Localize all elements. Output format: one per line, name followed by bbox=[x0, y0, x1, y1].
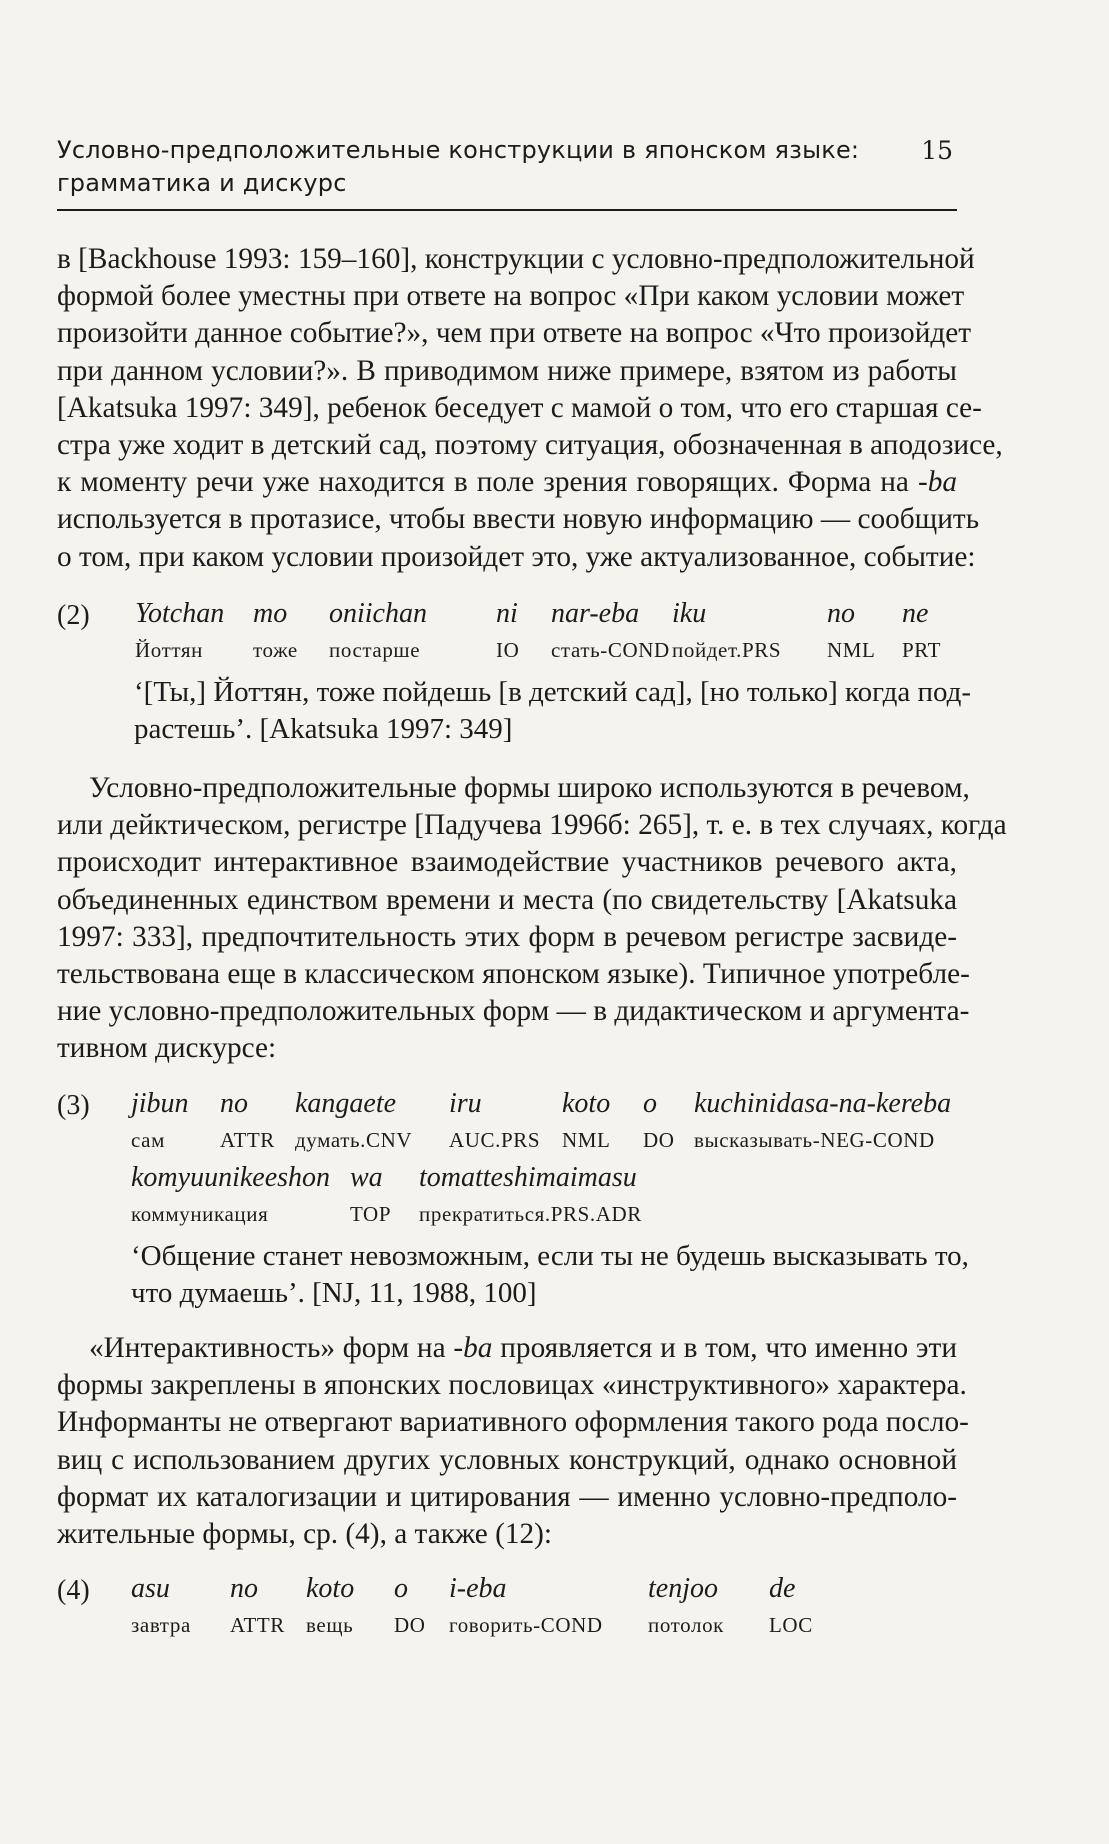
jp-word: koto bbox=[306, 1573, 355, 1604]
paragraph-line: в [Backhouse 1993: 159–160], конструкции с условно-предположительной bbox=[57, 243, 975, 275]
jp-word: wa bbox=[350, 1162, 383, 1193]
paragraph-line: или дейктическом, регистре [Падучева 1996б: 265], т. е. в тех случаях, когда bbox=[57, 809, 1007, 842]
jp-word: o bbox=[394, 1573, 408, 1604]
jp-word: de bbox=[769, 1573, 796, 1604]
gloss: думать.CNV bbox=[295, 1128, 413, 1152]
paragraph-line: тельствована еще в классическом японском языке). Типичное употребле- bbox=[57, 957, 970, 990]
gloss: NML bbox=[827, 638, 876, 662]
gloss: прекратиться.PRS.ADR bbox=[419, 1202, 642, 1226]
gloss: PRT bbox=[902, 638, 942, 662]
jp-word: jibun bbox=[131, 1088, 189, 1119]
gloss: сам bbox=[131, 1128, 165, 1152]
paragraph-text: «Интерактивность» форм на bbox=[89, 1332, 454, 1364]
paragraph-line: виц с использованием других условных конструкций, однако основной bbox=[57, 1443, 957, 1476]
jp-word: nar-eba bbox=[551, 598, 640, 629]
jp-word: ni bbox=[496, 598, 518, 629]
gloss: AUC.PRS bbox=[449, 1128, 541, 1152]
example-number: (2) bbox=[57, 600, 90, 631]
suffix-ba: -ba bbox=[917, 466, 957, 499]
paragraph-line: ние условно-предположительных форм — в дидактическом и аргумента- bbox=[57, 995, 970, 1028]
jp-word: o bbox=[643, 1088, 657, 1119]
gloss: потолок bbox=[648, 1613, 724, 1637]
gloss: Йоттян bbox=[135, 638, 203, 662]
jp-word: tenjoo bbox=[648, 1573, 718, 1604]
gloss: высказывать-NEG-COND bbox=[694, 1128, 935, 1152]
example-3 bbox=[57, 1088, 969, 1318]
translation bbox=[131, 1238, 969, 1312]
jp-word: iku bbox=[672, 598, 707, 629]
paragraph-line: формой более уместны при ответе на вопрос «При каком условии может bbox=[57, 280, 965, 313]
page-number: 15 bbox=[921, 136, 953, 165]
jp-word: no bbox=[230, 1573, 258, 1604]
paragraph-line: формат их каталогизации и цитирования — именно условно-предполо- bbox=[57, 1480, 957, 1513]
paragraph-text: к моменту речи уже находится в поле зрения говорящих. Форма на bbox=[57, 466, 918, 499]
translation-line: что думаешь’. [NJ, 11, 1988, 100] bbox=[131, 1277, 537, 1309]
jp-word: kuchinidasa-na-kereba bbox=[694, 1088, 952, 1119]
gloss: постарше bbox=[329, 638, 421, 662]
paragraph-line: происходит интерактивное взаимодействие участников речевого акта, bbox=[57, 846, 957, 879]
paragraph-2 bbox=[57, 770, 1007, 1068]
gloss: пойдет.PRS bbox=[672, 638, 782, 662]
jp-word: no bbox=[827, 598, 855, 629]
paragraph-line: произойти данное событие?», чем при ответе на вопрос «Что произойдет bbox=[57, 317, 972, 350]
running-title-line-2: грамматика и дискурс bbox=[57, 169, 347, 197]
jp-word: tomatteshimaimasu bbox=[419, 1162, 637, 1193]
translation-line: ‘Общение станет невозможным, если ты не будешь высказывать то, bbox=[131, 1240, 969, 1272]
jp-word: kangaete bbox=[295, 1088, 397, 1119]
gloss: стать-COND bbox=[551, 638, 670, 662]
paragraph-line: тивном дискурсе: bbox=[57, 1032, 277, 1065]
gloss: коммуникация bbox=[131, 1202, 269, 1226]
translation-line: растешь’. [Akatsuka 1997: 349] bbox=[134, 713, 513, 745]
paragraph-line: 1997: 333], предпочтительность этих форм в речевом регистре засвиде- bbox=[57, 920, 957, 953]
jp-word: no bbox=[220, 1088, 248, 1119]
paragraph-line: при данном условии?». В приводимом ниже примере, взятом из работы bbox=[57, 354, 957, 387]
paragraph-line: объединенных единством времени и места (по свидетельству [Akatsuka bbox=[57, 883, 957, 916]
example-4 bbox=[57, 1573, 957, 1653]
jp-word: komyuunikeeshon bbox=[131, 1162, 331, 1193]
paragraph-line: формы закреплены в японских пословицах «инструктивного» характера. bbox=[57, 1369, 967, 1402]
paragraph-3 bbox=[57, 1330, 969, 1553]
example-2 bbox=[57, 598, 972, 758]
header-rule bbox=[57, 209, 957, 211]
jp-word: iru bbox=[449, 1088, 482, 1119]
gloss: говорить-COND bbox=[449, 1613, 603, 1637]
example-number: (3) bbox=[57, 1090, 90, 1121]
gloss: TOP bbox=[350, 1202, 392, 1226]
paragraph-line: жительные формы, ср. (4), а также (12): bbox=[57, 1517, 553, 1550]
gloss: NML bbox=[562, 1128, 611, 1152]
jp-word: oniichan bbox=[329, 598, 427, 629]
gloss: LOC bbox=[769, 1613, 813, 1637]
suffix-ba: -ba bbox=[453, 1332, 493, 1364]
running-title-line-1: Условно-предположительные конструкции в японском языке: bbox=[57, 136, 860, 164]
gloss: DO bbox=[394, 1613, 426, 1637]
paragraph-line: [Akatsuka 1997: 349], ребенок беседует с мамой о том, что его старшая се- bbox=[57, 391, 982, 424]
jp-word: i-eba bbox=[449, 1573, 507, 1604]
page-header bbox=[57, 134, 957, 200]
gloss: тоже bbox=[253, 638, 298, 662]
paragraph-line: стра уже ходит в детский сад, поэтому ситуация, обозначенная в аподозисе, bbox=[57, 428, 1003, 461]
paragraph-text: проявляется и в том, что именно эти bbox=[492, 1332, 957, 1364]
gloss: IO bbox=[496, 638, 520, 662]
paragraph-line bbox=[57, 1330, 957, 1367]
paragraph-1 bbox=[57, 241, 1003, 576]
gloss: ATTR bbox=[220, 1128, 275, 1152]
example-number: (4) bbox=[57, 1575, 90, 1606]
jp-word: asu bbox=[131, 1573, 170, 1604]
paragraph-line: используется в протазисе, чтобы ввести новую информацию — сообщить bbox=[57, 503, 980, 536]
jp-word: koto bbox=[562, 1088, 611, 1119]
paragraph-line: Информанты не отвергают вариативного оформления такого рода посло- bbox=[57, 1406, 969, 1439]
paragraph-line: о том, при каком условии произойдет это, уже актуализованное, событие: bbox=[57, 540, 976, 573]
translation bbox=[134, 674, 972, 748]
gloss: вещь bbox=[306, 1613, 354, 1637]
gloss: ATTR bbox=[230, 1613, 285, 1637]
translation-line: ‘[Ты,] Йоттян, тоже пойдешь [в детский сад], [но только] когда под- bbox=[134, 676, 972, 708]
gloss: завтра bbox=[131, 1613, 191, 1637]
jp-word: ne bbox=[902, 598, 929, 629]
jp-word: mo bbox=[253, 598, 288, 629]
paragraph-line: Условно-предположительные формы широко используются в речевом, bbox=[89, 772, 970, 804]
gloss: DO bbox=[643, 1128, 675, 1152]
jp-word: Yotchan bbox=[135, 598, 225, 629]
paragraph-line bbox=[57, 464, 957, 501]
